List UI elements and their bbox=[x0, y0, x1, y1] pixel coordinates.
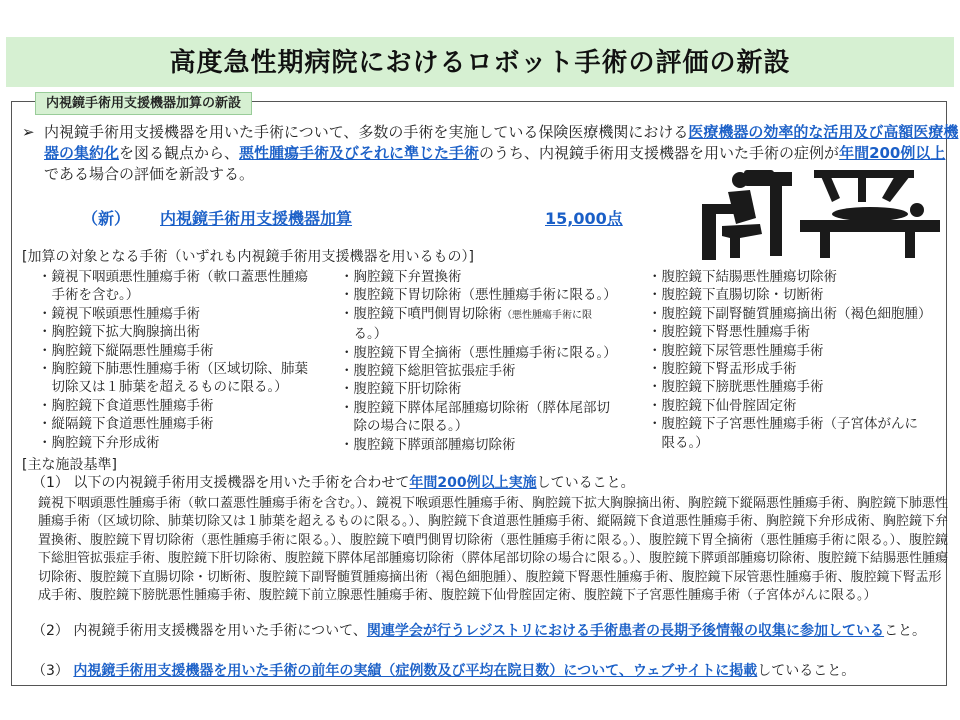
list-item: ・腹腔鏡下尿管悪性腫瘍手術 bbox=[648, 342, 824, 359]
criterion-1-tail: していること。 bbox=[536, 475, 635, 491]
addon-name: 内視鏡手術用支援機器加算 bbox=[160, 209, 353, 228]
criterion-1-surgery-list: 鏡視下咽頭悪性腫瘍手術（軟口蓋悪性腫瘍手術を含む。）、鏡視下喉頭悪性腫瘍手術、胸腔鏡下拡大胸腺摘出術、胸腔鏡下縦隔悪性腫瘍手術、胸腔鏡下肺悪性腫瘍手術（区域切除、肺葉切除又は１肺葉を超えるものに限る。）、胸腔鏡下食道悪性腫瘍手術、縦隔鏡下食道悪性腫瘍手術、胸腔鏡下弁形成術、胸腔鏡下弁置換術、腹腔鏡下胃切除術（悪性腫瘍手術に限る。）、腹腔鏡下噴門側胃切除術（悪性腫瘍手術に限る。）、腹腔鏡下胃全摘術（悪性腫瘍手術に限る。）、腹腔鏡下総胆管拡張症手術、腹腔鏡下肝切除術、腹腔鏡下膵体尾部腫瘍切除術（膵体尾部切除の場合に限る。）、腹腔鏡下膵頭部腫瘍切除術、腹腔鏡下結腸悪性腫瘍切除術、腹腔鏡下直腸切除・切断術、腹腔鏡下副腎髄質腫瘍摘出術（褐色細胞腫）、腹腔鏡下腎悪性腫瘍手術、腹腔鏡下尿管悪性腫瘍手術、腹腔鏡下腎盂形成手術、腹腔鏡下膀胱悪性腫瘍手術、腹腔鏡下前立腺悪性腫瘍手術、腹腔鏡下仙骨腟固定術、腹腔鏡下子宮悪性腫瘍手術（子宮体がんに限る。） bbox=[38, 496, 949, 604]
criterion-3-tail: していること。 bbox=[757, 663, 856, 679]
criterion-2-highlight: 関連学会が行うレジストリにおける手術患者の長期予後情報の収集に参加している bbox=[366, 623, 885, 639]
criterion-2 bbox=[32, 621, 947, 641]
section-tag: 内視鏡手術用支援機器加算の新設 bbox=[35, 92, 252, 115]
criterion-3-number: （3） bbox=[32, 663, 69, 679]
criterion-3 bbox=[32, 661, 947, 681]
list-item: 切除又は１肺葉を超えるものに限る。） bbox=[38, 379, 288, 396]
criterion-2-tail: こと。 bbox=[884, 623, 927, 639]
list-item: る。） bbox=[340, 326, 388, 343]
target-column-3 bbox=[648, 268, 932, 452]
arrow-bullet-icon: ➢ bbox=[22, 123, 35, 141]
surgical-robot-icon bbox=[700, 168, 950, 263]
list-item: ・腹腔鏡下副腎髄質腫瘍摘出術（褐色細胞腫） bbox=[648, 305, 932, 322]
list-item: ・胸腔鏡下肺悪性腫瘍手術（区域切除、肺葉 bbox=[38, 361, 308, 378]
list-item-note: （悪性腫瘍手術に限 bbox=[502, 309, 592, 321]
criterion-3-highlight: 内視鏡手術用支援機器を用いた手術の前年の実績（症例数及び平均在院日数）について、ウェブサイトに掲載 bbox=[73, 663, 758, 679]
intro-highlight-2: 悪性腫瘍手術及びそれに準じた手術 bbox=[239, 144, 480, 162]
intro-part-3: のうち、内視鏡手術用支援機器を用いた手術の症例が bbox=[479, 144, 840, 162]
list-item: ・腹腔鏡下子宮悪性腫瘍手術（子宮体がんに bbox=[648, 416, 918, 433]
target-column-1 bbox=[38, 268, 308, 452]
list-item: ・腹腔鏡下総胆管拡張症手術 bbox=[340, 363, 516, 380]
target-column-2 bbox=[340, 268, 617, 454]
list-item: ・腹腔鏡下膵体尾部腫瘍切除術（膵体尾部切 bbox=[340, 399, 610, 416]
criterion-1-text: 以下の内視鏡手術用支援機器を用いた手術を合わせて bbox=[73, 475, 410, 491]
list-item: 手術を含む。） bbox=[38, 287, 140, 304]
list-item: ・腹腔鏡下結腸悪性腫瘍切除術 bbox=[648, 269, 837, 285]
list-item: ・腹腔鏡下胃全摘術（悪性腫瘍手術に限る。） bbox=[340, 344, 617, 361]
title-banner bbox=[6, 37, 954, 87]
list-item: ・腹腔鏡下直腸切除・切断術 bbox=[648, 287, 824, 304]
list-item: 限る。） bbox=[648, 434, 709, 451]
list-item: ・胸腔鏡下弁形成術 bbox=[38, 434, 160, 451]
intro-highlight-1: 医療機器の効率的な活用及び高額医療機器の集約化 bbox=[44, 123, 959, 162]
criterion-1-number: （1） bbox=[32, 475, 69, 491]
new-label: （新） bbox=[82, 209, 131, 228]
intro-highlight-3: 年間200例以上 bbox=[839, 144, 946, 162]
list-item: ・胸腔鏡下縦隔悪性腫瘍手術 bbox=[38, 342, 214, 359]
list-item bbox=[340, 305, 617, 325]
list-item: ・鏡視下咽頭悪性腫瘍手術（軟口蓋悪性腫瘍 bbox=[38, 269, 308, 285]
intro-part-2: を図る観点から、 bbox=[119, 144, 240, 162]
list-item: ・腹腔鏡下肝切除術 bbox=[340, 381, 462, 398]
list-item: 除の場合に限る。） bbox=[340, 418, 469, 435]
criteria-heading: [主な施設基準] bbox=[22, 457, 117, 473]
page-title: 高度急性期病院におけるロボット手術の評価の新設 bbox=[169, 48, 791, 78]
list-item: ・鏡視下喉頭悪性腫瘍手術 bbox=[38, 305, 200, 322]
list-item: ・腹腔鏡下腎悪性腫瘍手術 bbox=[648, 324, 810, 341]
list-item: ・腹腔鏡下腎盂形成手術 bbox=[648, 361, 797, 378]
criterion-1-highlight: 年間200例以上実施 bbox=[409, 475, 537, 491]
criterion-1 bbox=[32, 473, 635, 493]
addon-points: 15,000点 bbox=[545, 209, 623, 228]
list-item: ・胸腔鏡下弁置換術 bbox=[340, 269, 462, 285]
criterion-2-text: 内視鏡手術用支援機器を用いた手術について、 bbox=[73, 623, 367, 639]
list-item: ・胸腔鏡下食道悪性腫瘍手術 bbox=[38, 397, 214, 414]
intro-part-1: 内視鏡手術用支援機器を用いた手術について、多数の手術を実施している保険医療機関における bbox=[44, 123, 689, 141]
list-item: ・腹腔鏡下仙骨腟固定術 bbox=[648, 397, 797, 414]
target-heading: [加算の対象となる手術（いずれも内視鏡手術用支援機器を用いるもの）] bbox=[22, 249, 474, 265]
criterion-2-number: （2） bbox=[32, 623, 69, 639]
list-item: ・腹腔鏡下膀胱悪性腫瘍手術 bbox=[648, 379, 824, 396]
list-item-text: ・腹腔鏡下噴門側胃切除術 bbox=[340, 305, 502, 322]
list-item: ・腹腔鏡下胃切除術（悪性腫瘍手術に限る。） bbox=[340, 287, 617, 304]
list-item: ・腹腔鏡下膵頭部腫瘍切除術 bbox=[340, 436, 516, 453]
list-item: ・縦隔鏡下食道悪性腫瘍手術 bbox=[38, 416, 214, 433]
intro-part-4: である場合の評価を新設する。 bbox=[44, 165, 255, 183]
list-item: ・胸腔鏡下拡大胸腺摘出術 bbox=[38, 324, 200, 341]
